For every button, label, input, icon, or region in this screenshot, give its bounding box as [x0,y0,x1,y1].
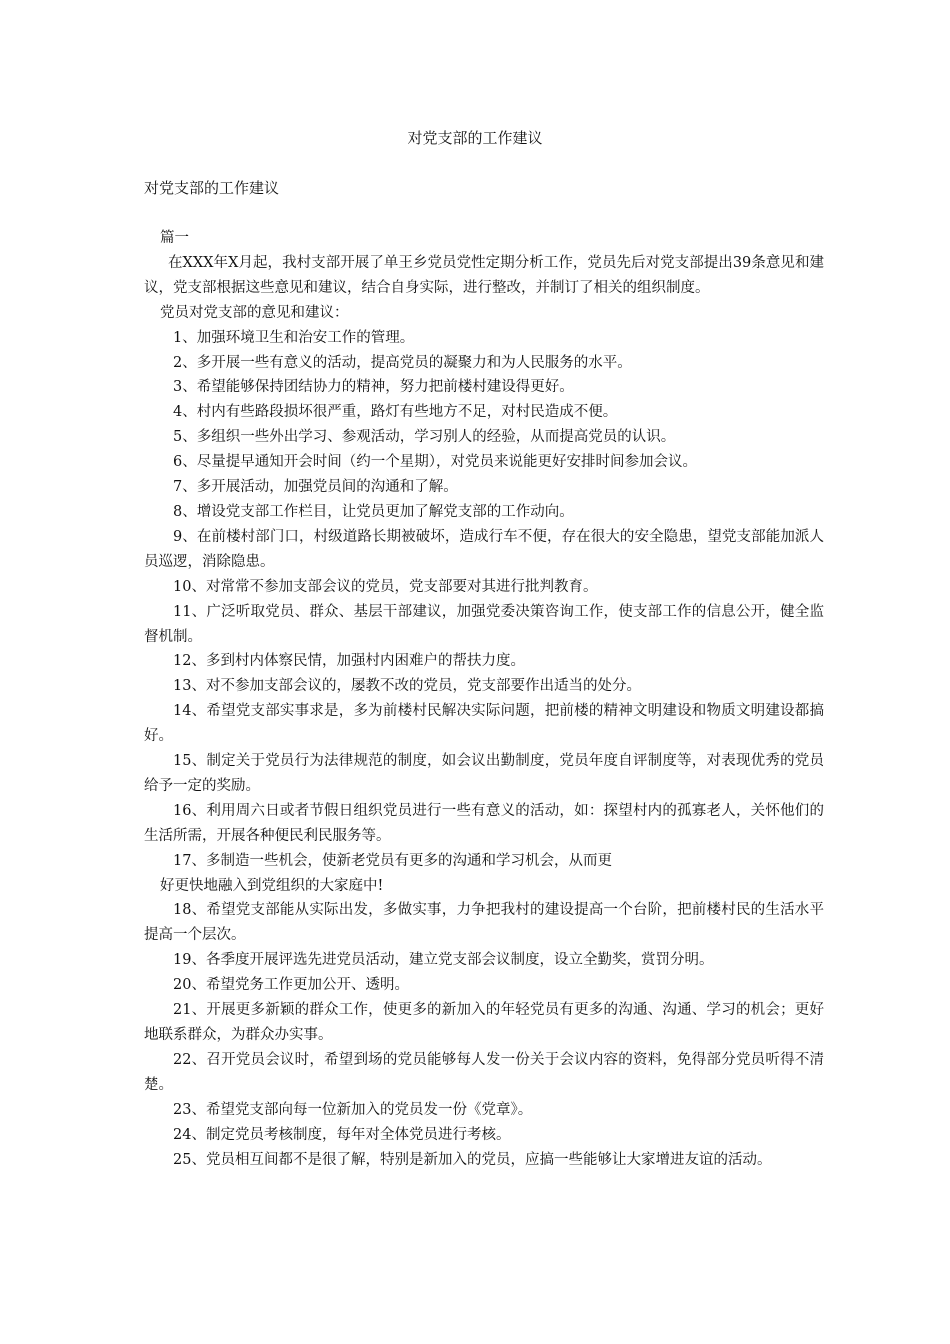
list-item: 5、多组织一些外出学习、参观活动，学习别人的经验，从而提高党员的认识。 [173,429,676,446]
section-label: 篇一 [160,230,189,246]
list-item: 7、多开展活动，加强党员间的沟通和了解。 [173,479,458,496]
document-title: 对党支部的工作建议 [407,129,543,147]
list-item: 25、党员相互间都不是很了解，特别是新加入的党员，应搞一些能够让大家增进友谊的活动。 [173,1151,772,1168]
list-item: 4、村内有些路段损坏很严重，路灯有些地方不足，对村民造成不便。 [173,404,618,421]
list-item: 11、广泛听取党员、群众、基层干部建议，加强党委决策咨询工作，使支部工作的信息公开，健全监督机制。 [144,603,824,645]
list-item: 3、希望能够保持团结协力的精神，努力把前楼村建设得更好。 [173,379,574,396]
list-item: 17、多制造一些机会，使新老党员有更多的沟通和学习机会，从而更 [173,852,612,869]
list-item: 20、希望党务工作更加公开、透明。 [173,977,409,994]
list-item: 14、希望党支部实事求是，多为前楼村民解决实际问题，把前楼的精神文明建设和物质文明建设都搞好。 [144,703,824,745]
list-item: 13、对不参加支部会议的，屡教不改的党员，党支部要作出适当的处分。 [173,678,641,695]
list-item: 23、希望党支部向每一位新加入的党员发一份《党章》。 [173,1101,533,1118]
list-item-continuation: 好更快地融入到党组织的大家庭中! [160,877,384,894]
list-item: 24、制定党员考核制度，每年对全体党员进行考核。 [173,1126,511,1143]
list-item: 10、对常常不参加支部会议的党员，党支部要对其进行批判教育。 [173,578,598,595]
list-item: 12、多到村内体察民情，加强村内困难户的帮扶力度。 [173,653,525,670]
list-item: 9、在前楼村部门口，村级道路长期被破坏，造成行车不便，存在很大的安全隐患，望党支部能加派人员巡逻，消除隐患。 [144,528,824,570]
list-item: 16、利用周六日或者节假日组织党员进行一些有意义的活动，如：探望村内的孤寡老人，关怀他们的生活所需，开展各种便民利民服务等。 [144,802,824,844]
list-item: 1、加强环境卫生和治安工作的管理。 [173,329,415,346]
intro-paragraph: 在XXX年X月起，我村支部开展了单王乡党员党性定期分析工作，党员先后对党支部提出39条意见和建议，党支部根据这些意见和建议，结合自身实际，进行整改，并制订了相关的组织制度。 [144,254,824,296]
list-item: 8、增设党支部工作栏目，让党员更加了解党支部的工作动向。 [173,503,574,520]
document-subtitle: 对党支部的工作建议 [144,179,280,197]
list-item: 21、开展更多新颖的群众工作，使更多的新加入的年轻党员有更多的沟通、沟通、学习的机会；更好地联系群众，为群众办实事。 [144,1002,824,1043]
list-item: 2、多开展一些有意义的活动，提高党员的凝聚力和为人民服务的水平。 [173,354,632,371]
list-item: 22、召开党员会议时，希望到场的党员能够每人发一份关于会议内容的资料，免得部分党员听得不清楚。 [144,1051,824,1093]
list-heading: 党员对党支部的意见和建议： [160,304,349,321]
list-item: 18、希望党支部能从实际出发，多做实事，力争把我村的建设提高一个台阶，把前楼村民的生活水平提高一个层次。 [144,902,824,944]
list-item: 15、制定关于党员行为法律规范的制度，如会议出勤制度，党员年度自评制度等，对表现优秀的党员给予一定的奖励。 [144,753,824,794]
list-item: 19、各季度开展评选先进党员活动，建立党支部会议制度，设立全勤奖，赏罚分明。 [173,952,714,969]
document-body [144,226,824,1172]
list-item: 6、尽量提早通知开会时间（约一个星期），对党员来说能更好安排时间参加会议。 [173,454,697,471]
